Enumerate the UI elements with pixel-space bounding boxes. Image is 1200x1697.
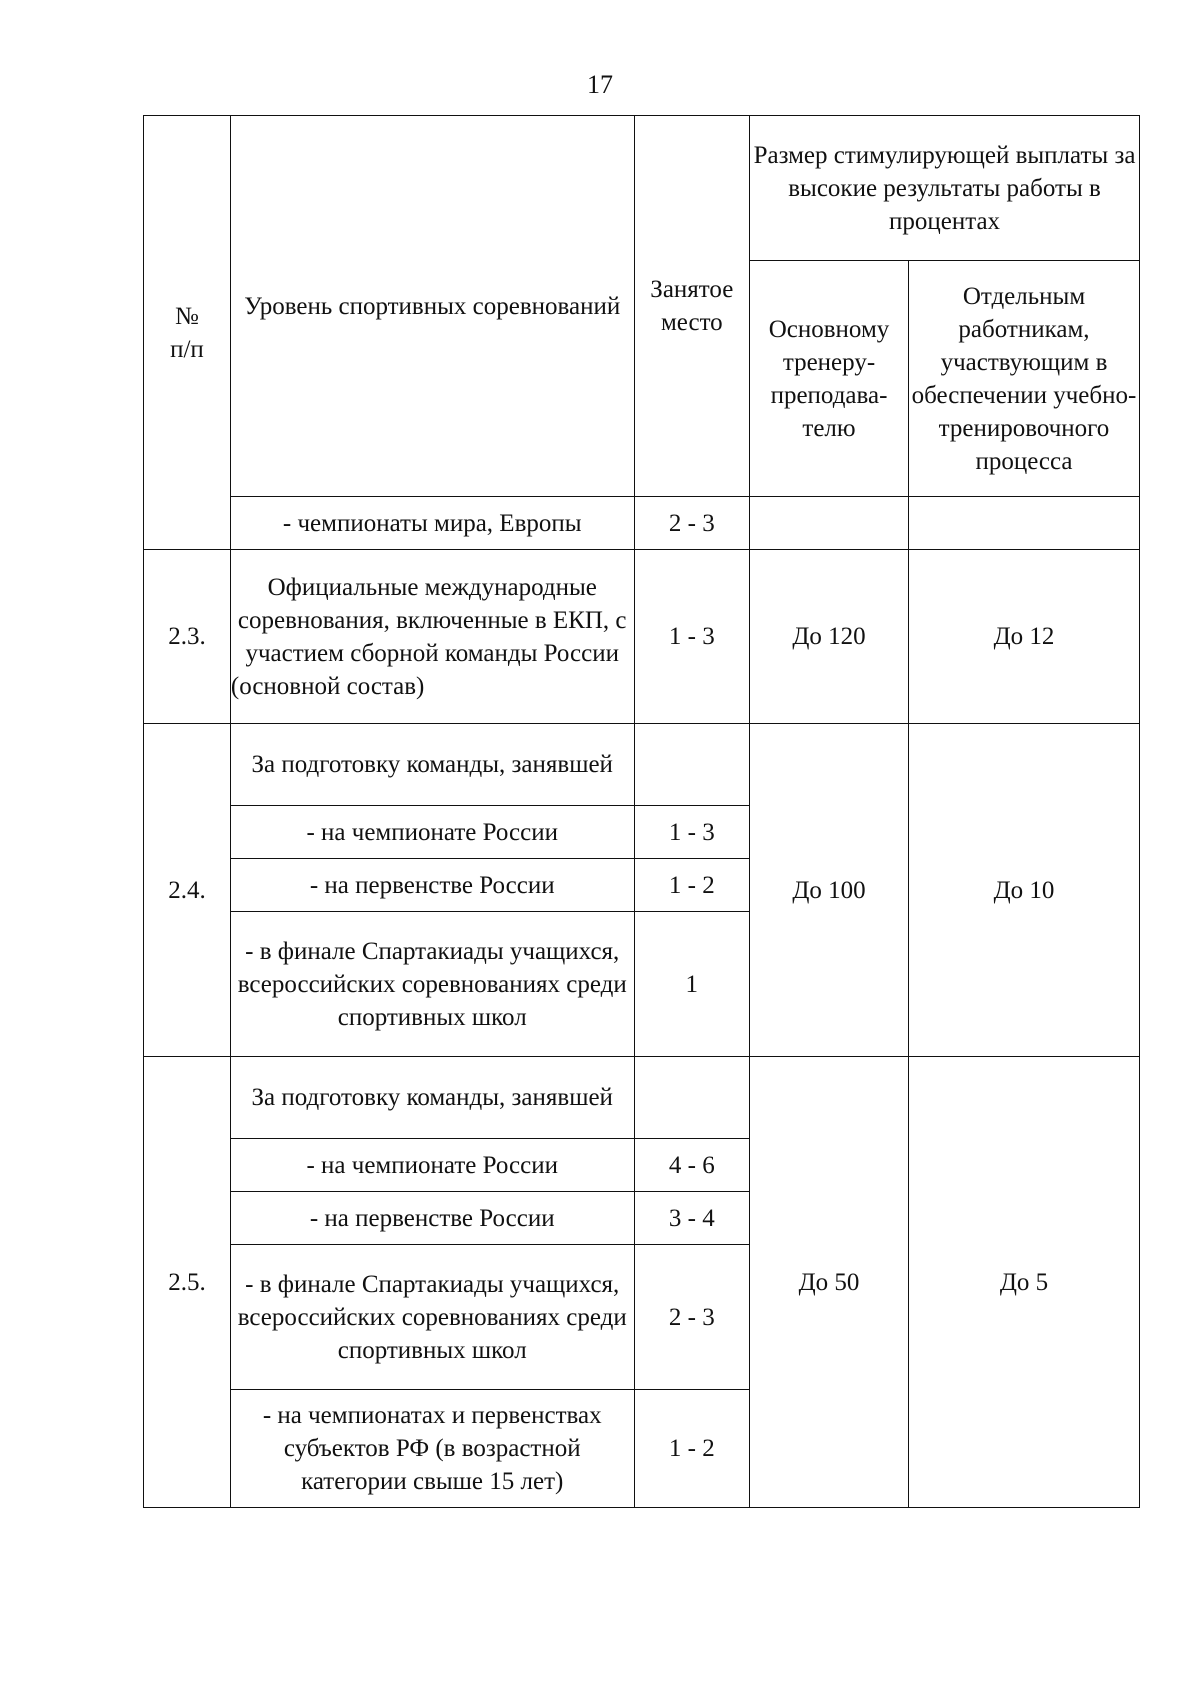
row-2-5-item-place: 3 - 4 [634, 1192, 749, 1245]
page-number: 17 [587, 70, 613, 99]
row-2-5-item-level: - на чемпионате России [230, 1139, 634, 1192]
row-2-3-place: 1 - 3 [634, 550, 749, 724]
row-2-4-num: 2.4. [144, 724, 231, 1057]
row-2-4-item-place: 1 - 2 [634, 859, 749, 912]
row-2-3-level: Официальные международные соревнования, включенные в ЕКП, с участием сборной команды России (основной состав) [230, 550, 634, 724]
row-2-5-intro-place [634, 1057, 749, 1139]
continuation-level: - чемпионаты мира, Европы [230, 497, 634, 550]
row-2-4-intro-place [634, 724, 749, 806]
row-2-4-item-level: - на первенстве России [230, 859, 634, 912]
row-2-5-other-staff: До 5 [908, 1057, 1139, 1508]
continuation-main-coach [750, 497, 909, 550]
row-2-5-intro: За подготовку команды, занявшей [230, 1057, 634, 1139]
row-2-4-item-place: 1 [634, 912, 749, 1057]
header-other-staff: Отдельным работникам, участвующим в обеспечении учебно-тренировочного процесса [908, 261, 1139, 497]
payment-table [143, 115, 1140, 1508]
header-place: Занятое место [634, 116, 749, 497]
header-level: Уровень спортивных соревнований [230, 116, 634, 497]
row-2-4-item-level: - в финале Спартакиады учащихся, всероссийских соревнованиях среди спортивных школ [230, 912, 634, 1057]
row-2-5-item-level: - на чемпионатах и первенствах субъектов РФ (в возрастной категории свыше 15 лет) [230, 1390, 634, 1508]
header-num: № п/п [144, 116, 231, 550]
row-2-5-item-place: 4 - 6 [634, 1139, 749, 1192]
row-2-3-num: 2.3. [144, 550, 231, 724]
row-2-3-main-coach: До 120 [750, 550, 909, 724]
header-main-coach: Основному тренеру-преподава-телю [750, 261, 909, 497]
header-payment-group: Размер стимулирующей выплаты за высокие результаты работы в процентах [750, 116, 1140, 261]
row-2-5-item-place: 1 - 2 [634, 1390, 749, 1508]
row-2-3-other-staff: До 12 [908, 550, 1139, 724]
continuation-other-staff [908, 497, 1139, 550]
row-2-4-item-level: - на чемпионате России [230, 806, 634, 859]
row-2-5-item-place: 2 - 3 [634, 1245, 749, 1390]
row-2-5-main-coach: До 50 [750, 1057, 909, 1508]
row-2-5-item-level: - в финале Спартакиады учащихся, всероссийских соревнованиях среди спортивных школ [230, 1245, 634, 1390]
row-2-4-main-coach: До 100 [750, 724, 909, 1057]
row-2-5-num: 2.5. [144, 1057, 231, 1508]
row-2-4-intro: За подготовку команды, занявшей [230, 724, 634, 806]
row-2-4-other-staff: До 10 [908, 724, 1139, 1057]
continuation-place: 2 - 3 [634, 497, 749, 550]
row-2-5-item-level: - на первенстве России [230, 1192, 634, 1245]
row-2-4-item-place: 1 - 3 [634, 806, 749, 859]
